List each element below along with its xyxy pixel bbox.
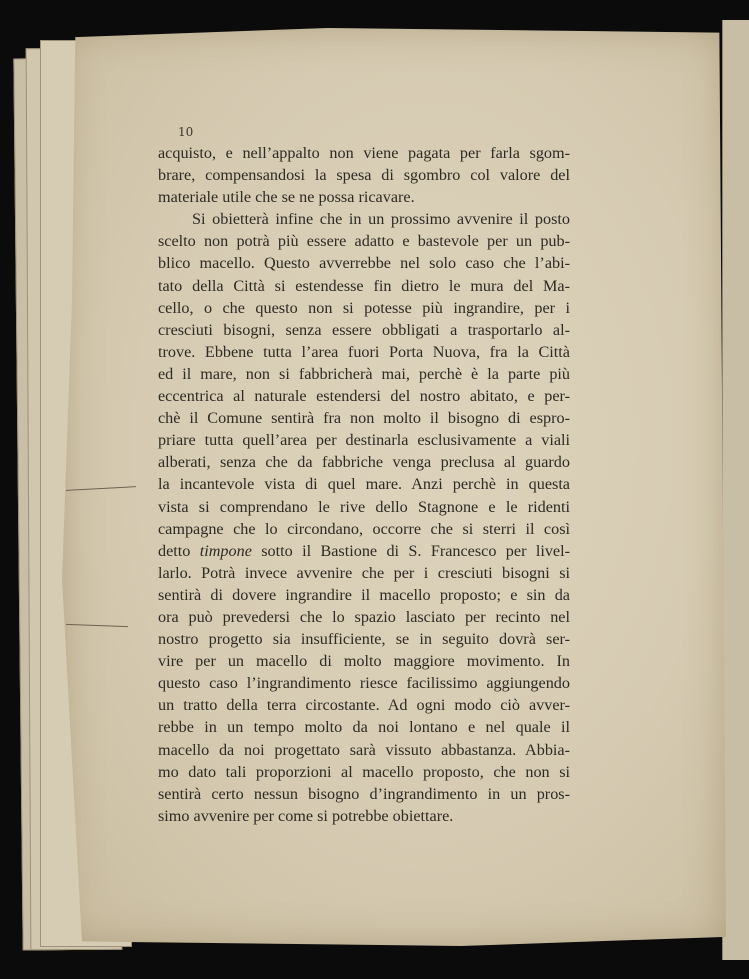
text-line: macello da noi progettato sarà vissuto abbastanza. Abbia- [158, 740, 570, 759]
text-line: sentirà certo nessun bisogno d’ingrandimento in un pros- [158, 784, 570, 803]
text-segment: sotto il Bastione di S. Francesco per livel- [251, 541, 570, 560]
italic-term: timpone [199, 541, 252, 560]
text-line: un tratto della terra circostante. Ad ogni modo ciò avver- [158, 696, 570, 715]
text-line: vista si comprendano le rive dello Stagnone e le ridenti [158, 497, 570, 516]
text-line: cello, o che questo non si potesse più ingrandire, per i [158, 298, 570, 317]
text-line: mo dato tali proporzioni al macello proposto, che non si [158, 762, 570, 781]
text-line: eccentrica al naturale estendersi del nostro abitato, e per- [158, 387, 570, 406]
text-line: cresciuti bisogni, senza essere obbligati a trasportarlo al- [158, 320, 570, 339]
text-line: materiale utile che se ne possa ricavare. [158, 188, 415, 207]
text-line: blico macello. Questo avverrebbe nel solo caso che l’abi- [158, 254, 570, 273]
text-line: trove. Ebbene tutta l’area fuori Porta Nuova, fra la Città [158, 342, 570, 361]
text-line: vire per un macello di molto maggiore movimento. In [158, 652, 570, 671]
text-line: campagne che lo circondano, occorre che si sterri il così [158, 519, 570, 538]
text-line: larlo. Potrà invece avvenire che per i cresciuti bisogni si [158, 563, 570, 582]
text-line [158, 540, 570, 562]
body-text [158, 142, 570, 827]
text-line: la incantevole vista di quel mare. Anzi perchè in questa [158, 475, 570, 494]
text-line: ed il mare, non si fabbricherà mai, perchè è la parte più [158, 364, 570, 383]
text-line: rebbe in un tempo molto da noi lontano e nel quale il [158, 718, 570, 737]
text-line: brare, compensandosi la spesa di sgombro col valore del [158, 166, 570, 185]
text-line: questo caso l’ingrandimento riesce facilissimo aggiungendo [158, 674, 570, 693]
text-segment: detto [158, 541, 200, 560]
text-line: scelto non potrà più essere adatto e bastevole per un pub- [158, 232, 570, 251]
page-number: 10 [178, 125, 194, 139]
text-line: sentirà di dovere ingrandire il macello proposto; e sin da [158, 585, 570, 604]
facing-page-edge [722, 20, 749, 960]
text-line: simo avvenire per come si potrebbe obiettare. [158, 806, 454, 825]
text-line: tato della Città si estendesse fin dietro le mura del Ma- [158, 276, 570, 295]
text-line: nostro progetto sia insufficiente, se in seguito dovrà ser- [158, 630, 570, 649]
text-line: ora può prevedersi che lo spazio lasciato per recinto nel [158, 607, 570, 626]
text-line: alberati, senza che da fabbriche venga preclusa al guardo [158, 453, 570, 472]
text-line: chè il Comune sentirà fra non molto il bisogno di espro- [158, 409, 570, 428]
text-line: Si obietterà infine che in un prossimo avvenire il posto [192, 210, 570, 229]
text-line: priare tutta quell’area per destinarla esclusivamente a viali [158, 431, 570, 450]
text-line: acquisto, e nell’appalto non viene pagata per farla sgom- [158, 144, 570, 162]
